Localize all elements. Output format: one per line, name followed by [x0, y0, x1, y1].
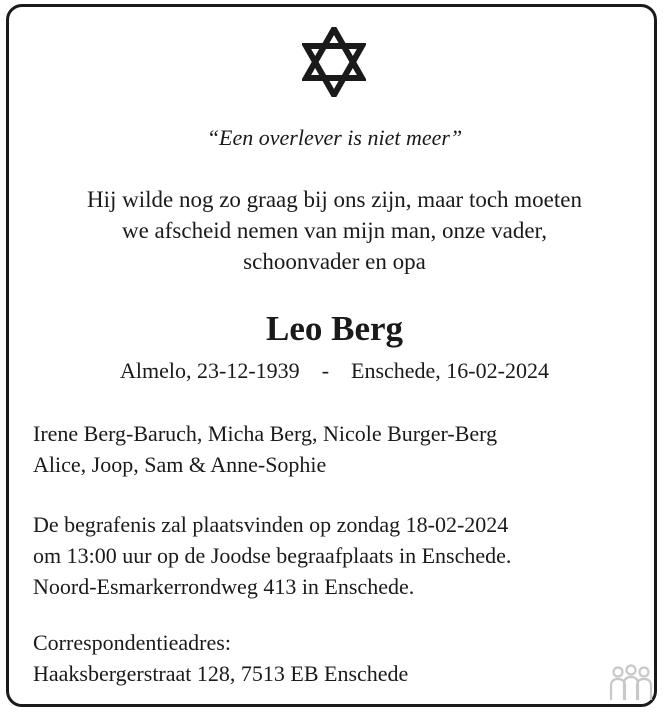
deceased-name: Leo Berg: [265, 309, 404, 348]
intro-line: schoonvader en opa: [243, 249, 426, 274]
funeral-line: De begrafenis zal plaatsvinden op zondag 18-02-2024: [33, 512, 509, 537]
family-names: [33, 418, 497, 480]
birth-date: Almelo, 23-12-1939: [120, 358, 300, 383]
quote: “Een overlever is niet meer”: [206, 125, 463, 150]
funeral-line: Noord-Esmarkerrondweg 413 in Enschede.: [33, 574, 415, 599]
correspondence-address: [33, 627, 408, 689]
funeral-info: [33, 509, 511, 602]
family-line: Alice, Joop, Sam & Anne-Sophie: [33, 452, 327, 477]
date-separator: -: [321, 358, 330, 383]
intro-text: [0, 184, 669, 277]
address-line: Correspondentieadres:: [33, 630, 231, 655]
intro-line: we afscheid nemen van mijn man, onze vader,: [121, 218, 548, 243]
death-date: Enschede, 16-02-2024: [351, 358, 549, 383]
address-line: Haaksbergerstraat 128, 7513 EB Enschede: [33, 661, 409, 686]
star-of-david-icon: [302, 27, 366, 97]
intro-line: Hij wilde nog zo graag bij ons zijn, maar toch moeten: [86, 187, 582, 212]
family-line: Irene Berg-Baruch, Micha Berg, Nicole Burger-Berg: [33, 421, 498, 446]
life-dates: [0, 357, 669, 385]
people-group-icon: [608, 664, 654, 702]
funeral-line: om 13:00 uur op de Joodse begraafplaats in Enschede.: [33, 543, 512, 568]
